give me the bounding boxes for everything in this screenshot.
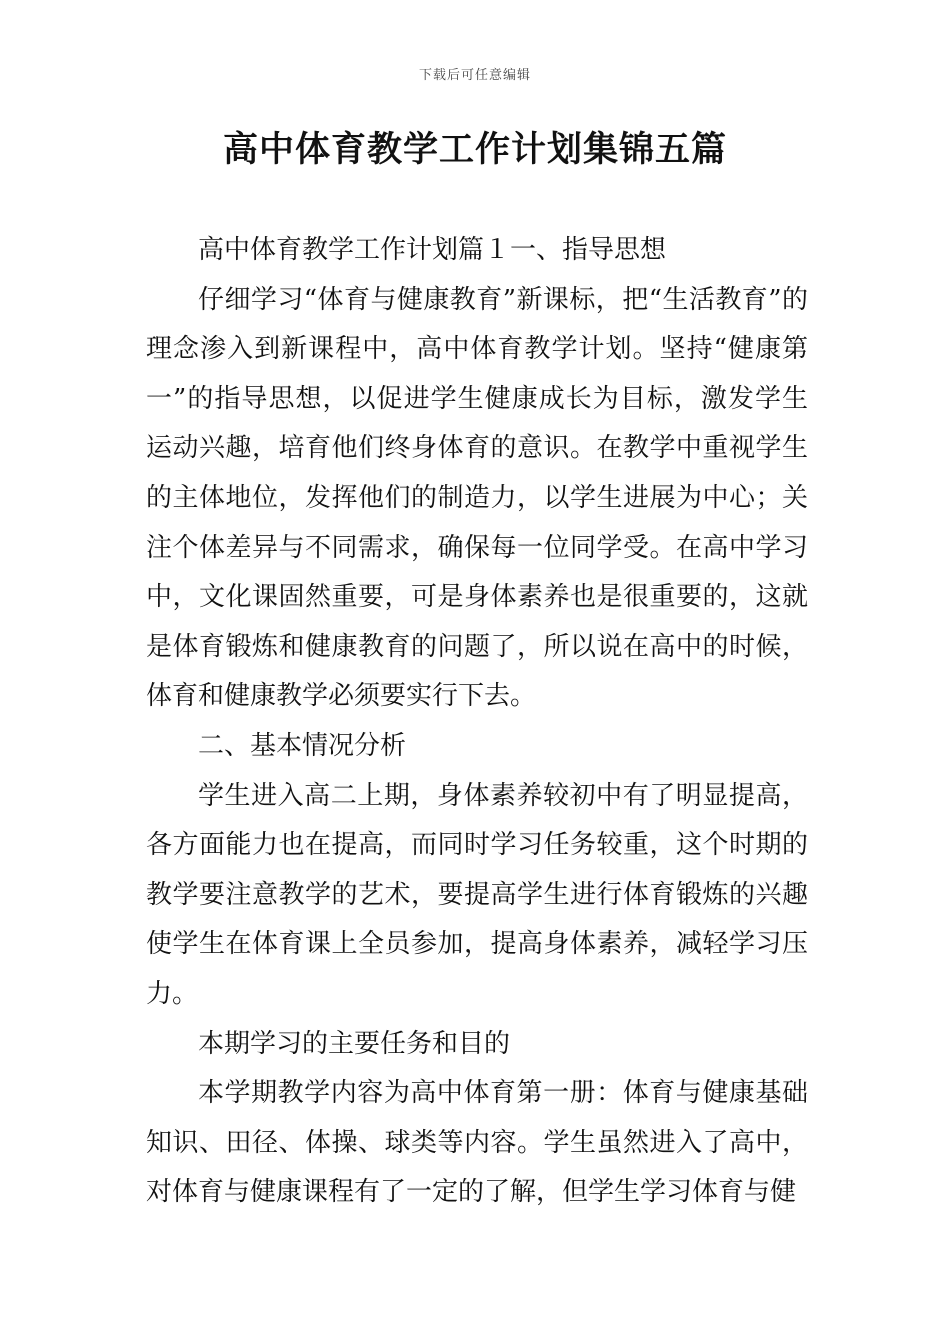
paragraph-guiding-ideology: 仔细学习“体育与健康教育”新课标，把“生活教育”的理念渗入到新课程中，高中体育教学计划。坚持“健康第一”的指导思想，以促进学生健康成长为目标，激发学生运动兴趣，培育他们终身体育的意识。在教学中重视学生的主体地位，发挥他们的制造力，以学生进展为中心；关注个体差异与不同需求，确保每一位同学受。在高中学习中，文化课固然重要，可是身体素养也是很重要的，这就是体育锻炼和健康教育的问题了，所以说在高中的时候，体育和健康教学必须要实行下去。 (146, 284, 808, 712)
paragraph-situation-analysis: 学生进入高二上期，身体素养较初中有了明显提高，各方面能力也在提高，而同时学习任务较重，这个时期的教学要注意教学的艺术，要提高学生进行体育锻炼的兴趣使学生在体育课上全员参加，提高身体素养，减轻学习压力。 (146, 780, 808, 1009)
document-title: 高中体育教学工作计划集锦五篇 (222, 130, 727, 170)
paragraph-teaching-content: 本学期教学内容为高中体育第一册：体育与健康基础知识、田径、体操、球类等内容。学生虽然进入了高中，对体育与健康课程有了一定的了解，但学生学习体育与健 (146, 1078, 808, 1208)
document-body (146, 226, 808, 1218)
paragraph-section-two-heading: 二、基本情况分析 (198, 730, 407, 761)
paragraph-tasks-heading: 本期学习的主要任务和目的 (198, 1028, 511, 1059)
header-note: 下载后可任意编辑 (418, 68, 531, 83)
paragraph-section-one-heading: 高中体育教学工作计划篇１一、指导思想 (198, 235, 667, 265)
